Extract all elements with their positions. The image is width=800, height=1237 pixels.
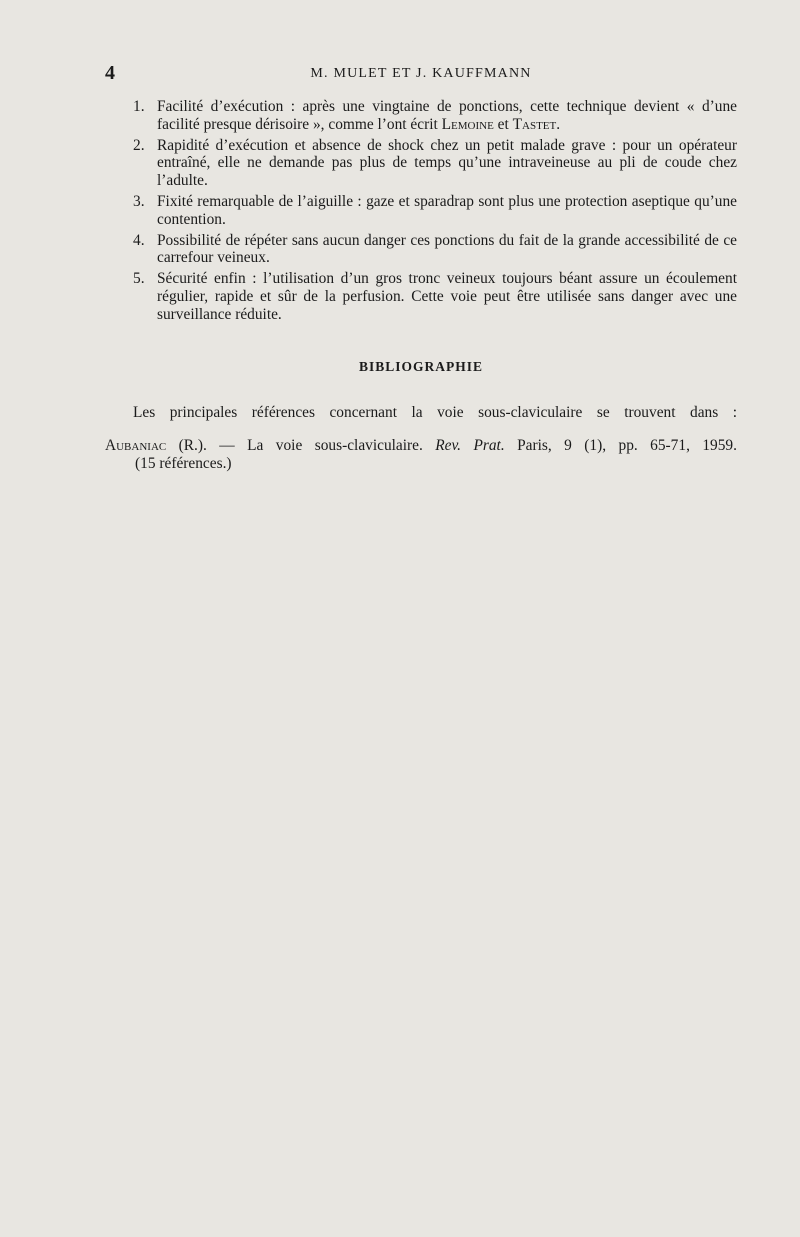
bibliography-heading: BIBLIOGRAPHIE [358,359,484,374]
advantages-list [133,98,737,327]
page-number: 4 [105,62,115,84]
item-text: Rapidité d’exécution et absence de shock chez un petit malade grave : pour un opérateur entraîné, elle ne demande pas plus de temps qu’une intraveineuse au pli de coude chez l’adulte. [157,136,737,190]
reference-title: La voie sous-claviculaire. [247,437,436,454]
reference-journal: Rev. Prat. [435,437,505,454]
bibliography-reference [105,437,737,473]
item-text: Sécurité enfin : l’utilisation d’un gros tronc veineux toujours béant assure un écoulement régulier, rapide et sûr de la perfusion. Cette voie peut être utilisée sans danger avec une surveillance réduite. [157,270,737,323]
list-item-5 [133,270,737,323]
reference-line [105,437,737,455]
reference-initial: (R.). — [166,437,248,454]
item-text: Facilité d’exécution : après une vingtaine de ponctions, cette technique devient « d’une facilité presque dérisoire », comme l’ont écrit [157,98,737,133]
author-name: Tastet [512,115,557,133]
item-number: 5. [133,270,145,288]
item-text: Fixité remarquable de l’aiguille : gaze et sparadrap sont plus une protection aseptique qu’une contention. [157,192,737,228]
item-number: 4. [133,231,145,249]
running-head: M. MULET ET J. KAUFFMANN [310,66,532,81]
reference-author: Aubaniac [105,437,167,454]
page-header [105,62,737,86]
item-number: 2. [133,136,145,154]
list-item-2 [133,137,737,190]
list-item-3 [133,193,737,229]
reference-details: Paris, 9 (1), pp. 65-71, 1959. [504,437,737,454]
bibliography-intro: Les principales références concernant la voie sous-claviculaire se trouvent dans : [133,404,737,421]
item-number: 3. [133,192,145,210]
author-name: Lemoine [441,115,494,133]
item-text: Possibilité de répéter sans aucun danger ces ponctions du fait de la grande accessibilité de ce carrefour veineux. [157,231,737,267]
item-text: . [556,115,561,133]
list-item-4 [133,232,737,268]
item-number: 1. [133,98,145,115]
list-item-1 [133,98,737,134]
item-text: et [493,115,513,133]
reference-note: (15 références.) [135,454,232,472]
